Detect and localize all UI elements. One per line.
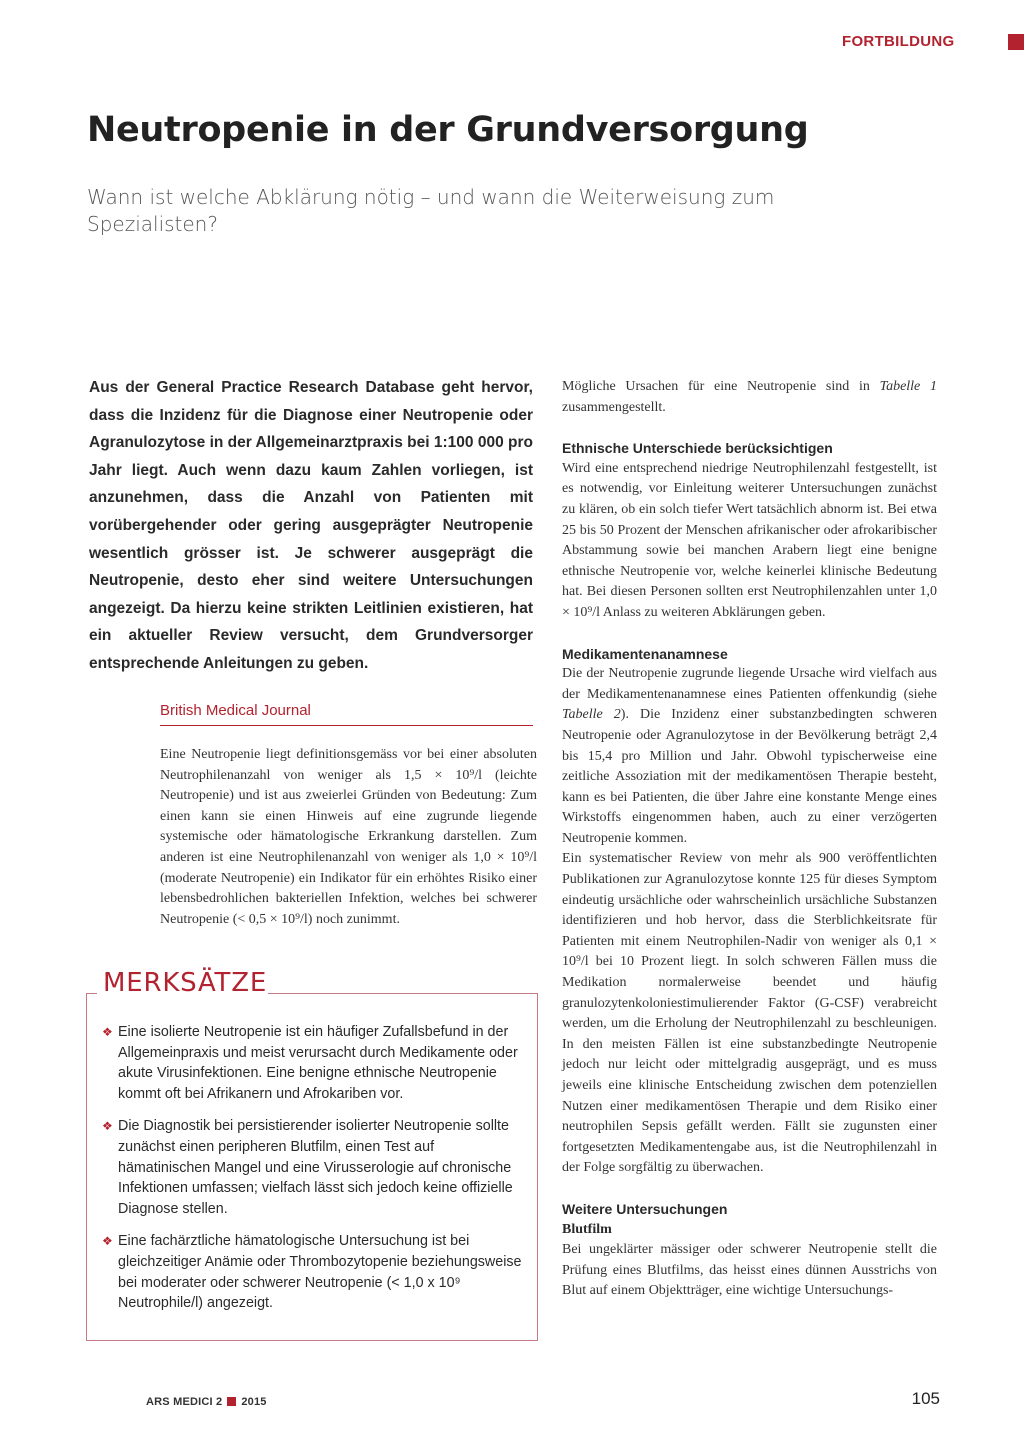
section-label: FORTBILDUNG — [842, 33, 955, 50]
lead-paragraph: Aus der General Practice Research Database geht hervor, dass die Inzidenz für die Diagnose einer Neutropenie oder Agranulozytose in der Allgemeinarztpraxis bei 1:100 000 pro Jahr liegt. Auch wenn dazu kaum Zahlen vorliegen, ist anzunehmen, dass die Anzahl von Patienten mit vorübergehender oder gering ausgeprägter Neutropenie wesentlich grösser ist. Je schwerer ausgeprägt die Neutropenie, desto eher sind weitere Untersuchungen angezeigt. Da hierzu keine strikten Leitlinien existieren, hat ein aktueller Review versucht, dem Grundversorger entsprechende Anleitungen zu geben. — [89, 379, 533, 672]
journal-year: 2015 — [241, 1396, 267, 1408]
journal-name: ARS MEDICI 2 — [146, 1396, 223, 1408]
intro-paragraph: Eine Neutropenie liegt definitionsgemäss vor bei einer absoluten Neutrophilenanzahl von weniger als 1,5 × 10⁹/l (leichte Neutropenie) und ist aus zweierlei Gründen von Bedeutung: Zum einen kann sie einen Hinweis auf eine zugrunde liegende systemische oder hämatologische Erkrankung darstellen. Zum anderen ist eine Neutrophilenanzahl von weniger als 1,0 × 10⁹/l (moderate Neutropenie) ein Indikator für ein erhöhtes Risiko einer lebensbedrohlichen bakteriellen Infektion, welches bei schwerer Neutropenie (< 0,5 × 10⁹/l) noch zunimmt. — [160, 747, 537, 927]
diamond-bullet-icon: ❖ — [102, 1119, 113, 1134]
blood-film-paragraph: Bei ungeklärter mässiger oder schwerer Neutropenie stellt die Prüfung eines Blutfilms, das heisst eines dünnen Ausstrichs von Blut auf einem Objektträger, eine wichtige Untersuchungs- — [562, 1242, 937, 1299]
subheading-blood-film: Blutfilm — [562, 1221, 612, 1237]
article-title: Neutropenie in der Grundversorgung — [87, 110, 809, 150]
merksatz-item — [102, 1231, 522, 1313]
merksatz-text: Eine isolierte Neutropenie ist ein häufiger Zufallsbefund in der Allgemeinpraxis und meist verursacht durch Medikamente oder akute Virusinfektionen. Eine benigne ethnische Neutropenie kommt oft bei Afrikanern und Afrokariben vor. — [118, 1024, 518, 1102]
merksaetze-title: MERKSÄTZE — [103, 968, 268, 998]
page-number: 105 — [911, 1389, 940, 1408]
table-reference: Tabelle 2 — [562, 707, 621, 723]
merksatz-item — [102, 1022, 522, 1104]
heading-ethnic: Ethnische Unterschiede berücksichtigen — [562, 440, 833, 457]
diamond-bullet-icon: ❖ — [102, 1025, 113, 1039]
causes-text-end: zusammengestellt. — [562, 399, 666, 415]
merksaetze-border-left — [86, 993, 97, 994]
heading-medication: Medikamentenanamnese — [562, 645, 728, 662]
source-label: British Medical Journal — [160, 702, 533, 726]
medication-text-cont: ). Die Inzidenz einer substanzbedingten schweren Neutropenie oder Agranulozytose in der Bevölkerung beträgt 2,4 bis 15,4 pro Million und Jahr. Obwohl typischerweise eine zeitliche Assoziation mit der medikamentösen Therapie besteht, kann es bei Patienten, die über Jahre eine konstante Menge eines Wirkstoffs eingenommen haben, auch zu einer verzögerten Neutropenie kommen. — [562, 707, 937, 846]
medication-paragraph-2: Ein systematischer Review von mehr als 900 veröffentlichten Publikationen zur Agranulozytose konnte 125 für dieses Symptom eindeutig ursächliche oder wahrscheinlich ursächliche Substanzen identifizieren und hob hervor, dass die Sterblichkeitsrate für Patienten mit einem Neutrophilen-Nadir von weniger als 0,1 × 10⁹/l bei 10 Prozent liegt. In solch schweren Fällen muss die Medikation normalerweise beendet und häufig granulozytenkoloniestimulierender Faktor (G-CSF) verabreicht werden, um die Erholung der Neutrophilenzahl zu beschleunigen. In den meisten Fällen ist eine substanzbedingte Neutropenie jedoch nur leicht oder mittelgradig ausgeprägt, und es muss jeweils eine klinische Entscheidung zwischen dem potenziellen Nutzen einer medikamentösen Therapie und dem Risiko einer neutrophilen Sepsis gefällt werden. Fällt sie zugunsten einer fortgesetzten Medikamentengabe aus, ist die Neutrophilenzahl in der Folge sorgfältig zu überwachen. — [562, 851, 937, 1176]
table-reference: Tabelle 1 — [879, 379, 937, 394]
right-column — [562, 377, 937, 1302]
merksaetze-list — [102, 1022, 522, 1326]
article-subtitle: Wann ist welche Abklärung nötig – und wann die Weiterweisung zum Spezialisten? — [87, 185, 775, 236]
footer-journal — [146, 1396, 267, 1408]
section-marker-square — [1008, 34, 1024, 50]
causes-text: Mögliche Ursachen für eine Neutropenie sind in — [562, 379, 880, 394]
merksatz-item — [102, 1116, 522, 1219]
causes-paragraph — [562, 377, 937, 418]
medication-text: Die der Neutropenie zugrunde liegende Ursache wird vielfach aus der Medikamentenanamnese eines Patienten offenkundig (siehe — [562, 666, 937, 702]
footer-square — [227, 1397, 236, 1406]
merksaetze-border-right — [268, 993, 538, 994]
merksatz-text: Die Diagnostik bei persistierender isolierter Neutropenie sollte zunächst einen peripheren Blutfilm, einen Test auf hämatinischen Mangel und eine Virusserologie auf chronische Infektionen umfassen; vielfach lässt sich jedoch keine offizielle Diagnose stellen. — [118, 1118, 513, 1217]
diamond-bullet-icon: ❖ — [102, 1234, 113, 1249]
ethnic-paragraph: Wird eine entsprechend niedrige Neutrophilenzahl festgestellt, ist es notwendig, vor Einleitung weiterer Untersuchungen zunächst zu klären, ob ein solch tiefer Wert tatsächlich abnorm ist. Bei etwa 25 bis 50 Prozent der Menschen afrikanischer oder afrokaribischer Abstammung sowie bei manchen Arabern liegt eine benigne ethnische Neutropenie vor, welche keinerlei klinische Bedeutung hat. Bei diesen Personen sollten erst Neutrophilenzahlen unter 1,0 × 10⁹/l Anlass zu weiteren Abklärungen geben. — [562, 460, 937, 620]
merksatz-text: Eine fachärztliche hämatologische Untersuchung ist bei gleichzeitiger Anämie oder Thrombozytopenie beziehungsweise bei moderater oder schwerer Neutropenie (< 1,0 x 10⁹ Neutrophile/l) angezeigt. — [118, 1233, 522, 1312]
medication-paragraph-1 — [562, 664, 937, 849]
heading-further-tests: Weitere Untersuchungen — [562, 1200, 728, 1217]
